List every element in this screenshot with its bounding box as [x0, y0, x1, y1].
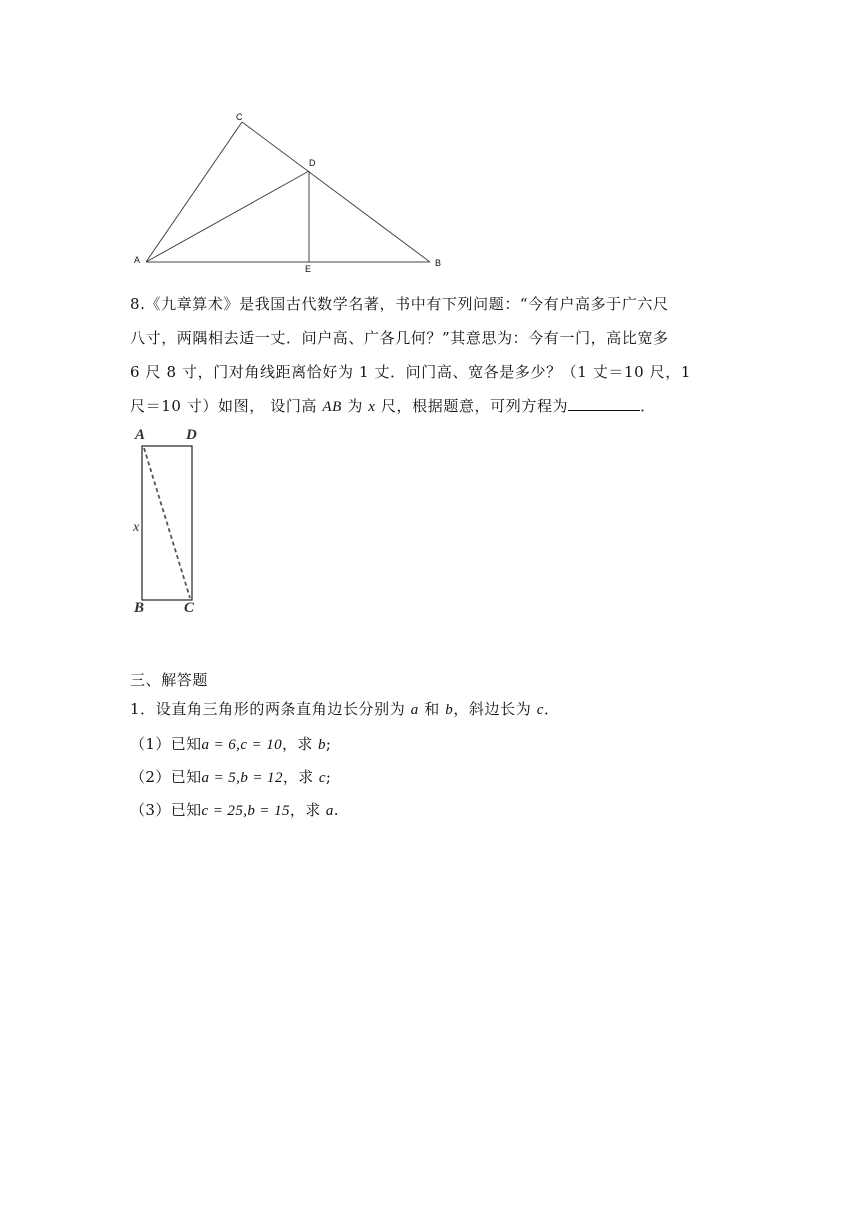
var-x: x	[368, 399, 376, 415]
q1-mid: ，斜边长为	[453, 700, 532, 718]
question-8-line-4	[130, 395, 656, 416]
label-c: C	[236, 112, 243, 122]
line-4-suffix: 尺，根据题意，可列方程为	[380, 397, 569, 415]
sub3-condition: c = 25,b = 15	[201, 803, 290, 819]
sub2-condition: a = 5,b = 12	[201, 770, 283, 786]
side-ac	[146, 122, 242, 262]
sub1-var: b	[317, 737, 326, 753]
sub3-var: a	[325, 803, 334, 819]
segment-ad	[146, 171, 309, 262]
sub2-prefix: （2）已知	[130, 768, 202, 786]
q1-var-b: b	[445, 702, 454, 718]
line-4-prefix: 尺＝10 寸）如图， 设门高	[130, 397, 318, 415]
question-1	[130, 698, 560, 719]
sub-question-3	[130, 799, 339, 820]
q1-prefix: 1．设直角三角形的两条直角边长分别为	[130, 700, 406, 718]
question-8-line-1: 8.《九章算术》是我国古代数学名著，书中有下列问题：“今有户高多于广六尺	[130, 295, 669, 313]
sub1-ask: ，求	[282, 735, 313, 753]
q1-var-a: a	[410, 702, 419, 718]
sub2-ask: ，求	[282, 768, 314, 786]
label-b: B	[435, 258, 442, 268]
sub3-prefix: （3）已知	[130, 801, 202, 819]
sub1-prefix: （1）已知	[130, 735, 202, 753]
label-e: E	[305, 264, 312, 274]
door-label-x: x	[133, 520, 140, 535]
door-label-b: B	[134, 600, 145, 616]
door-diagonal	[144, 448, 190, 598]
sub1-end: ;	[325, 735, 332, 753]
var-ab: AB	[322, 399, 342, 415]
q1-var-c: c	[536, 702, 544, 718]
door-label-d: D	[186, 427, 197, 443]
question-8-line-3: 6 尺 8 寸，门对角线距离恰好为 1 丈．问门高、宽各是多少？（1 丈＝10 尺，1	[130, 363, 691, 381]
label-a: A	[134, 255, 141, 265]
sub-question-2	[130, 766, 331, 787]
q1-and: 和	[424, 700, 440, 718]
line-4-end: ．	[640, 397, 656, 415]
label-d: D	[309, 158, 316, 168]
sub3-end: .	[333, 801, 339, 819]
section-heading: 三、解答题	[130, 671, 209, 689]
door-figure	[0, 420, 260, 620]
sub2-end: ;	[325, 768, 332, 786]
sub-question-1	[130, 733, 331, 754]
door-label-a: A	[135, 427, 146, 443]
line-4-mid: 为	[347, 397, 363, 415]
sub3-ask: ，求	[289, 801, 321, 819]
answer-blank[interactable]	[568, 398, 640, 411]
door-label-c: C	[184, 600, 195, 616]
question-8-line-2: 八寸，两隅相去适一丈．问户高、广各几何？”其意思为：今有一门，高比宽多	[130, 329, 669, 347]
sub1-condition: a = 6,c = 10	[201, 737, 282, 753]
side-cb	[242, 122, 430, 262]
triangle-figure	[0, 0, 860, 280]
sub2-var: c	[318, 770, 326, 786]
q1-end: ．	[543, 700, 560, 718]
